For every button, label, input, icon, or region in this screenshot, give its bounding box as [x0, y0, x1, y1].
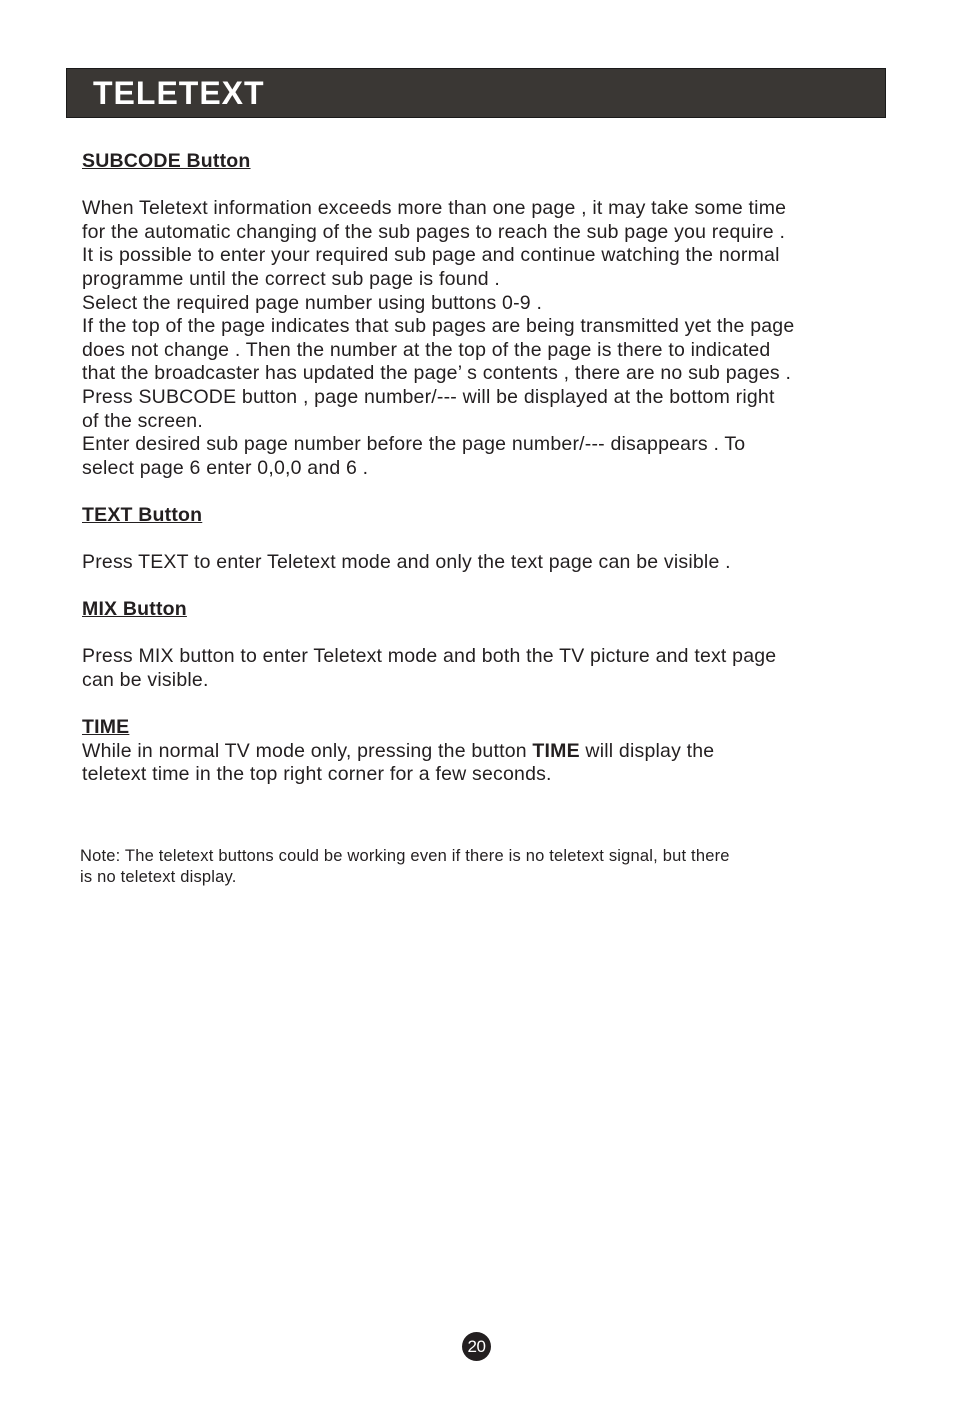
- body-line: Press MIX button to enter Teletext mode and both the TV picture and text page: [82, 645, 777, 668]
- text-button-heading: TEXT Button: [82, 503, 203, 526]
- footnote: [80, 846, 900, 888]
- body-line: programme until the correct sub page is found .: [82, 267, 501, 290]
- body-line: Select the required page number using buttons 0-9 .: [82, 291, 543, 314]
- body-line: When Teletext information exceeds more than one page , it may take some time: [82, 197, 787, 220]
- body-line: of the screen.: [82, 409, 203, 432]
- body-line: does not change . Then the number at the top of the page is there to indicated: [82, 338, 771, 361]
- time-heading: TIME: [82, 716, 130, 739]
- time-text-post: will display the: [579, 739, 715, 762]
- body-line: for the automatic changing of the sub pages to reach the sub page you require .: [82, 220, 786, 243]
- time-text-pre: While in normal TV mode only, pressing the button: [82, 739, 533, 762]
- body-line: If the top of the page indicates that sub pages are being transmitted yet the page: [82, 315, 795, 338]
- page-title: TELETEXT: [93, 75, 265, 111]
- body-line: that the broadcaster has updated the page’ s contents , there are no sub pages .: [82, 362, 792, 385]
- time-line-1: [82, 740, 912, 764]
- body-line: select page 6 enter 0,0,0 and 6 .: [82, 456, 369, 479]
- time-text-bold: TIME: [532, 739, 580, 762]
- note-line: is no teletext display.: [80, 868, 237, 886]
- body-line: It is possible to enter your required sub page and continue watching the normal: [82, 244, 780, 267]
- body-line: can be visible.: [82, 669, 209, 692]
- mix-button-heading: MIX Button: [82, 598, 187, 621]
- body-line: Press TEXT to enter Teletext mode and only the text page can be visible .: [82, 551, 731, 574]
- subcode-body: [82, 197, 912, 480]
- section-header-bar: [66, 68, 886, 118]
- main-content: [82, 150, 912, 787]
- time-line-2: teletext time in the top right corner for a few seconds.: [82, 763, 552, 786]
- page-number-badge: 20: [462, 1332, 491, 1361]
- note-line: Note: The teletext buttons could be working even if there is no teletext signal, but there: [80, 847, 730, 865]
- body-line: Enter desired sub page number before the page number/--- disappears . To: [82, 433, 746, 456]
- body-line: Press SUBCODE button , page number/--- will be displayed at the bottom right: [82, 385, 775, 408]
- subcode-heading: SUBCODE Button: [82, 150, 251, 172]
